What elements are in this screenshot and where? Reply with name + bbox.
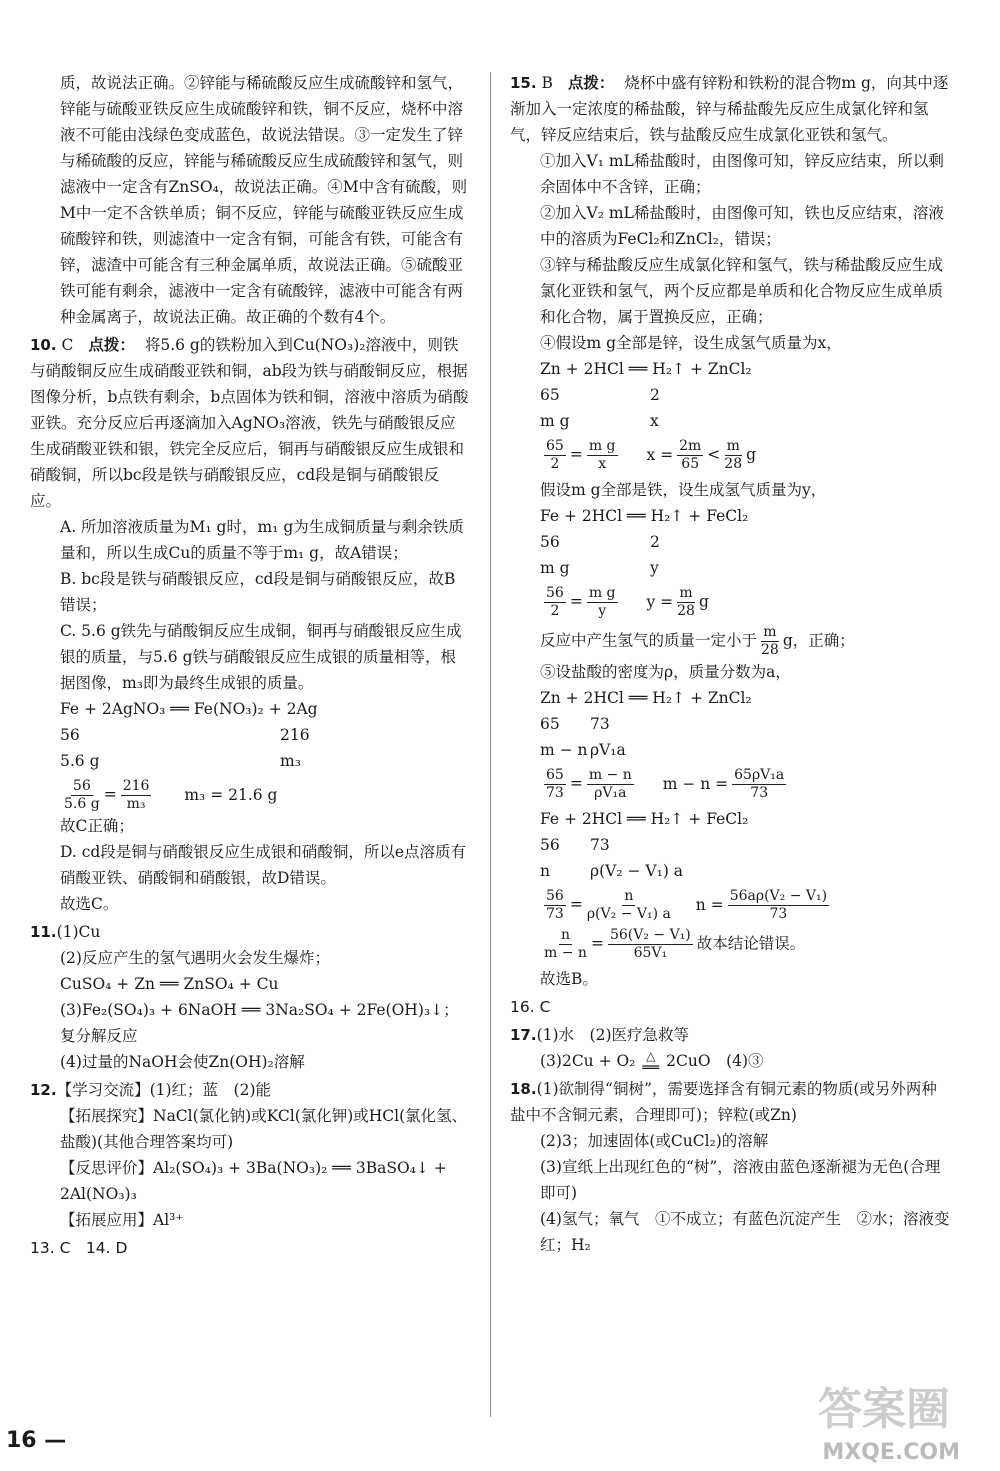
question-10: 10. C 点拨： 将5.6 g的铁粉加入到Cu(NO₃)₂溶液中，则铁与硝酸铜反应生成硝酸亚铁和铜，ab段为铁与硝酸铜反应，根据图像分析，b点铁有剩余，b点固体为铁和铜，溶液中溶质为硝酸亚铁。充分反应后再逐滴加入AgNO₃溶液，铁先与硝酸银反应生成硝酸亚铁和银，铁完全反应后，铜再与硝酸银反应生成银和硝酸铜，所以bc段是铁与硝酸银反应，cd段是铜与硝酸银反应。 A. 所加溶液质量为M₁ g时，m₁ g为生成铜质量与剩余铁质量和，所以生成Cu的质量不等于m₁ g，故A错误； B. bc段是铁与硝酸银反应，cd段是铜与硝酸银反应，故B错误； C. 5.6 g铁先与硝酸铜反应生成铜，铜再与硝酸银反应生成银的质量，与5.6 g铁与硝酸银反应生成银的质量相等，根据图像，m₃即为最终生成银的质量。 Fe + 2AgNO₃ ══ Fe(NO₃)₂ + 2Ag 56 216 5.6 g m₃ $\frac{56}{5.6 g}$ = $\frac{216}{\text{m₃}}$ m₃ = 21.6 g 故C正确； D. cd段是铜与硝酸银反应生成银和硝酸铜，所以e点溶质有硝酸亚铁、硝酸铜和硝酸银，故D错误。 故选C。 xyxy=(30,336,469,913)
fraction: $\frac{n}{\text{ρ(V₂ − V₁) a}}$ xyxy=(586,888,671,922)
fraction: $\frac{56}{2}$ xyxy=(546,585,564,619)
question-17: 17.(1)水 (2)医疗急救等 (3)2Cu + O₂ △ ══ 2CuO (4)③ xyxy=(510,1026,764,1076)
fraction: $\frac{m - n}{\text{ρV₁a}}$ xyxy=(588,767,632,801)
fraction: $\frac{m}{28}$ xyxy=(724,438,743,472)
column-divider xyxy=(490,72,491,1417)
fraction: $\frac{m}{28}$ xyxy=(761,624,779,658)
question-18: 18.(1)欲制得“铜树”，需要选择含有铜元素的物质(或另外两种盐中不含铜元素，合理即可)；锌粒(或Zn) (2)3；加速固体(或CuCl₂)的溶解 (3)宣纸上出现红色的“树”，溶液由蓝色逐渐褪为无色(合理即可) (4)氢气；氧气 ①不成立；有蓝色沉淀产生 ②水；溶液变红；H₂ xyxy=(510,1080,950,1254)
right-column xyxy=(510,70,950,1258)
fraction: $\frac{65}{73}$ xyxy=(546,767,564,801)
question-13-14: 13. C 14. D xyxy=(30,1239,128,1257)
fraction: $\frac{2m}{65}$ xyxy=(679,438,702,472)
fraction: $\frac{m}{28}$ xyxy=(677,585,695,619)
watermark-url: MXQE.COM xyxy=(822,1440,960,1465)
page-number: 16 — xyxy=(6,1428,67,1453)
fraction: $\frac{\text{56(V₂ − V₁)}}{\text{65V₁}}$ xyxy=(609,927,691,961)
fraction: $\frac{\text{65ρV₁a}}{73}$ xyxy=(734,767,785,801)
q9-continuation: 质，故说法正确。②锌能与稀硫酸反应生成硫酸锌和氢气，锌能与硫酸亚铁反应生成硫酸锌和铁，铜不反应，烧杯中溶液不可能由浅绿色变成蓝色，故说法错误。③一定发生了锌与稀硫酸的反应，锌能与稀硫酸反应生成硫酸锌和氢气，则滤液中一定含有ZnSO₄，故说法正确。④M中含有硫酸，则M中一定不含铁单质；铜不反应，锌能与硫酸亚铁反应生成硫酸锌和铁，则滤渣中一定含有铜，可能含有铁，可能含有锌，滤渣中可能含有三种金属单质，故说法正确。⑤硫酸亚铁可能有剩余，滤液中一定含有硫酸锌，滤液中可能含有两种金属离子，故说法正确。故正确的个数有4个。 xyxy=(60,74,468,326)
fraction: $\frac{n}{m - n}$ xyxy=(544,927,587,961)
fraction: $\frac{56}{73}$ xyxy=(546,888,564,922)
heat-symbol: △ xyxy=(646,1049,656,1063)
left-column xyxy=(30,70,470,1261)
fraction: $\frac{56}{5.6 g}$ xyxy=(64,778,100,812)
fraction: $\frac{65}{2}$ xyxy=(546,438,564,472)
fraction: $\frac{\text{m g}}{x}$ xyxy=(588,438,616,472)
watermark-logo: 答案圈 xyxy=(818,1384,950,1435)
fraction: $\frac{216}{\text{m₃}}$ xyxy=(122,778,150,812)
question-16: 16. C xyxy=(510,998,551,1016)
fraction: $\frac{\text{m g}}{y}$ xyxy=(588,585,616,619)
question-15: 15. B 点拨： 烧杯中盛有锌粉和铁粉的混合物m g，向其中逐渐加入一定浓度的稀盐酸，锌与稀盐酸先反应生成氯化锌和氢气，锌反应结束后，铁与盐酸反应生成氯化亚铁和氢气。 ①加入V₁ mL稀盐酸时，由图像可知，锌反应结束，所以剩余固体中不含锌，正确； ②加入V₂ mL稀盐酸时，由图像可知，铁也反应结束，溶液中的溶质为FeCl₂和ZnCl₂，错误； ③锌与稀盐酸反应生成氯化锌和氢气，铁与稀盐酸反应生成氯化亚铁和氢气，两个反应都是单质和化合物反应生成单质和化合物，属于置换反应，正确； ④假设m g全部是锌，设生成氢气质量为x， Zn + 2HCl ══ H₂↑ + ZnCl₂ 65 2 m g x $\frac{65}{2}$ = $\frac{\text{m g}}{x}$ x = $\frac{2m}{65}$ < $\frac{m}{28}$ g 假设m g全部是铁，设生成氢气质量为y， Fe + 2HCl ══ H₂↑ + FeCl₂ 56 2 m g y $\frac{56}{2}$ = $\frac{\text{m g}}{y}$ y = $\frac{m}{28}$ g 反应中产生氢气的质量一定小于 $\frac{m}{28}$ g，正确； ⑤设盐酸的密度为ρ，质量分数为a， Zn + 2HCl ══ H₂↑ + ZnCl₂ 65 73 m − n ρV₁a $\frac{65}{73}$ = $\frac{m - n}{\text{ρV₁a}}$ m − n = $\frac{\text{65ρV₁a}}{73}$ Fe + 2HCl ══ H₂↑ + FeCl₂ 56 73 n ρ(V₂ − V₁) a $\frac{56}{73}$ = $\frac{n}{\text{ρ(V₂ − V₁) a}}$ n = $\frac{\text{56aρ(V₂ − V₁)}}{73}$ $\frac{n}{m - n}$ = $\frac{\text{56(V₂ − V₁)}}{\text{65V₁}}$ 故本结论错误。 故选B。 xyxy=(510,74,949,988)
question-11: 11.(1)Cu (2)反应产生的氢气遇明火会发生爆炸； CuSO₄ + Zn ══ ZnSO₄ + Cu (3)Fe₂(SO₄)₃ + 6NaOH ══ 3Na₂SO₄ + 2Fe(OH)₃↓； 复分解反应 (4)过量的NaOH会使Zn(OH)₂溶解 xyxy=(30,923,459,1071)
question-12: 12.【学习交流】(1)红；蓝 (2)能 【拓展探究】NaCl(氯化钠)或KCl(氯化钾)或HCl(氯化氢、盐酸)(其他合理答案均可) 【反思评价】Al₂(SO₄)₃ + 3Ba(NO₃)₂ ══ 3BaSO₄↓ + 2Al(NO₃)₃ 【拓展应用】Al³⁺ xyxy=(30,1081,468,1229)
fraction: $\frac{\text{56aρ(V₂ − V₁)}}{73}$ xyxy=(729,888,828,922)
